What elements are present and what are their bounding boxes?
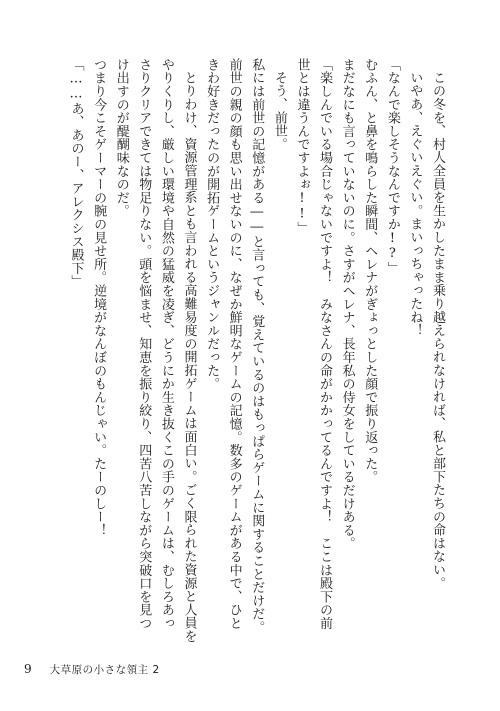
running-title: 大草原の小さな領主 2 xyxy=(49,664,160,676)
paragraph: 「……あ、あのー、アレクシス殿下」 xyxy=(68,58,84,289)
paragraph: 私には前世の記憶がある――と言っても、覚えているのはもっぱらゲームに関することだけだ。 xyxy=(249,58,265,634)
paragraph: まだなにも言っていないのに。さすがヘレナ、長年私の侍女をしているだけある。 xyxy=(339,58,355,551)
paragraph: むふん、と鼻を鳴らした瞬間、ヘレナがぎょっとした顔で振り返った。 xyxy=(362,58,378,484)
paragraph: つまり今こそゲーマーの腕の見せ所。逆境がなんぼのもんじゃい。たーのしー！ xyxy=(91,58,107,537)
paragraph: 「楽しんでいる場合じゃないですよ！ みなさんの命がかかってるんですよ！ ここは殿下の前世とは違うんですよぉ!!」 xyxy=(294,58,333,630)
body-text xyxy=(48,58,448,643)
paragraph: 「なんで楽しそうなんですか!?」 xyxy=(384,58,400,275)
paragraph: この冬を、村人全員を生かしたまま乗り越えられなければ、私と部下たちの命はない。 xyxy=(430,71,445,590)
paragraph: 前世の親の顔も思い出せないのに、なぜか鮮明なゲームの記憶。数多のゲームがある中で、ひときわ好きだったのが開拓ゲームというジャンルだった。 xyxy=(204,58,242,630)
page-footer xyxy=(24,662,160,677)
page-number: 9 xyxy=(24,662,32,676)
paragraph: とりわけ、資源管理系とも言われる高難易度の開拓ゲームは面白い。ごく限られた資源と人員をやりくりし、厳しい環境や自然の猛威を凌ぎ、どうにか生き抜くこの手のゲームは、むしろあっさりクリアできては物足りない。頭を悩ませ、知恵を振り絞り、四苦八苦しながら突破口を見つけ出すのが醍醐味なのだ。 xyxy=(113,58,197,643)
paragraph: いやあ、えぐいえぐい。まいっちゃったね！ xyxy=(407,71,423,337)
paragraph: そう、前世。 xyxy=(271,71,287,151)
